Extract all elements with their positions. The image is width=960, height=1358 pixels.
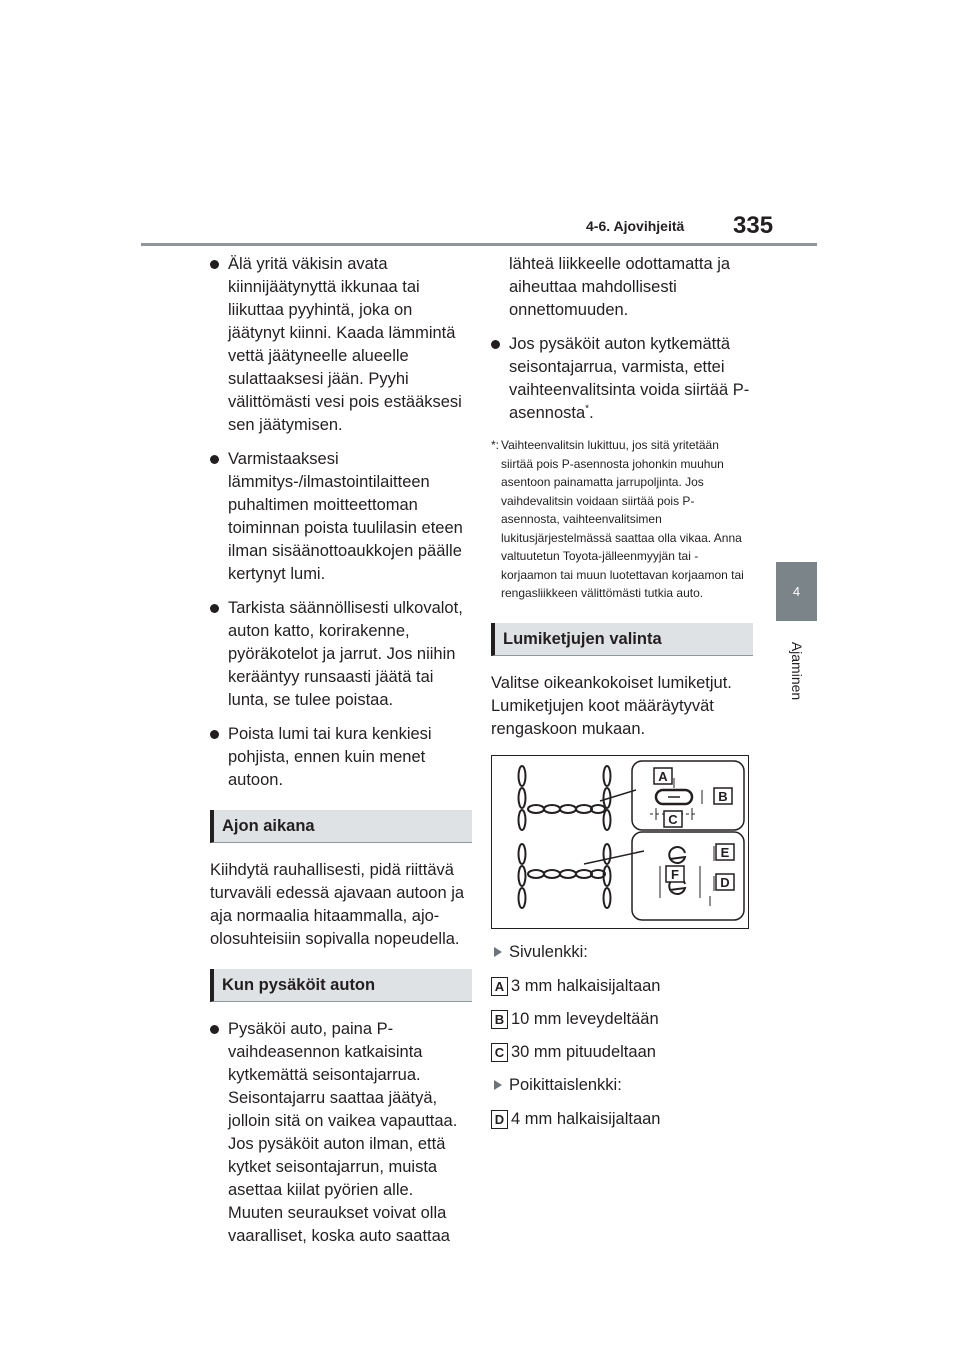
bullet-icon [491,340,500,349]
footnote: *: Vaihteenvalitsin lukittuu, jos sitä yritetään siirtää pois P-asennosta johonkin muuhun asentoon painamatta jarrupoljinta. Jos vaihdevalitsin voidaan siirtää pois P-asennosta, vaihteenvalitsimen lukitusjärjestelmässä saattaa olla vikaa. Anna valtuutetun Toyota-jälleenmyyjän tai -korjaamon tai muun luotettavan korjaamon tai rengasliikkeen välittömästi tutkia auto. [491,438,744,600]
heading-snow-chains: Lumiketjujen valinta [491,623,753,656]
heading-parking: Kun pysäköit auton [210,969,472,1002]
diagram-label-c: C [668,811,678,827]
list-item: Pysäköi auto, paina P-vaihdeasennon katkaisinta kytkemättä seisontajarrua. Seisontajarru saattaa jäätyä, jolloin sitä on vaikea vapauttaa. Jos pysäköit auton ilman, että kytket seisontajarrun, muista asettaa kiilat pyörien alle. [210,1018,472,1202]
chapter-tab: 4 [776,562,817,621]
list-item: Sivulenkki: [491,941,753,964]
list-item: Varmistaaksesi lämmitys-/ilmastointilaitteen puhaltimen moitteettoman toiminnan poista tuulilasin eteen ilman sisäänottoaukkojen päälle kertynyt lumi. [210,448,472,586]
bullet-icon [210,260,219,269]
list-item: Poikittaislenkki: [491,1074,753,1097]
snow-chain-diagram [491,755,749,929]
diagram-label-d: D [720,874,730,890]
heading-while-driving: Ajon aikana [210,810,472,843]
list-item: B 10 mm leveydeltään [491,1008,753,1031]
bullet-icon [210,455,219,464]
letter-badge: A [491,977,508,996]
list-item: Älä yritä väkisin avata kiinnijäätynyttä ikkunaa tai liikuttaa pyyhintä, joka on jäätynyt kiinni. Kaada lämmintä vettä jäätyneelle alueelle sulattaaksesi jään. Pyyhi välittömästi vesi pois estääksesi sen jäätymisen. [210,253,472,437]
section-title: 4-6. Ajovihjeitä [586,218,685,234]
letter-badge: C [491,1043,508,1062]
snow-chain-intro: Valitse oikeankokoiset lumiketjut. Lumiketjujen koot määräytyvät rengaskoon mukaan. [491,673,732,738]
list-item: D 4 mm halkaisijaltaan [491,1108,753,1131]
list-item: Tarkista säännöllisesti ulkovalot, auton katto, korirakenne, pyöräkotelot ja jarrut. Jos niihin kerääntyy runsaasti jäätä tai lunta, se tulee poistaa. [210,597,472,712]
diagram-label-e: E [720,844,730,860]
arrow-icon [494,1080,502,1090]
diagram-label-b: B [718,788,728,804]
letter-badge: D [491,1110,508,1129]
list-item: A 3 mm halkaisijaltaan [491,975,753,998]
diagram-label-a: A [658,768,668,784]
list-item: Poista lumi tai kura kenkiesi pohjista, ennen kuin menet autoon. [210,723,472,792]
chain-illustration [492,756,748,928]
arrow-icon [494,947,502,957]
bullet-icon [210,730,219,739]
page-number: 335 [733,212,774,239]
left-column [210,253,472,1259]
continued-text: lähteä liikkeelle odottamatta ja aiheuttaa mahdollisesti onnettomuuden. [509,255,731,319]
right-column [491,253,753,1141]
list-item: Jos pysäköit auton kytkemättä seisontajarrua, varmista, ettei vaihteenvalitsinta voida siirtää P-asennosta*. [491,333,753,425]
chapter-label: Ajaminen [789,641,805,701]
bullet-icon [210,1025,219,1034]
bullet-icon [210,604,219,613]
list-item: C 30 mm pituudeltaan [491,1041,753,1064]
diagram-label-f: F [671,866,679,882]
header-rule [141,243,817,246]
parking-continuation: Muuten seuraukset voivat olla vaaralliset, koska auto saattaa [228,1204,450,1245]
letter-badge: B [491,1010,508,1029]
driving-paragraph: Kiihdytä rauhallisesti, pidä riittävä turvaväli edessä ajavaan autoon ja aja normaalia hitaammalla, ajo-olosuhteisiin sopivalla nopeudella. [210,861,465,948]
